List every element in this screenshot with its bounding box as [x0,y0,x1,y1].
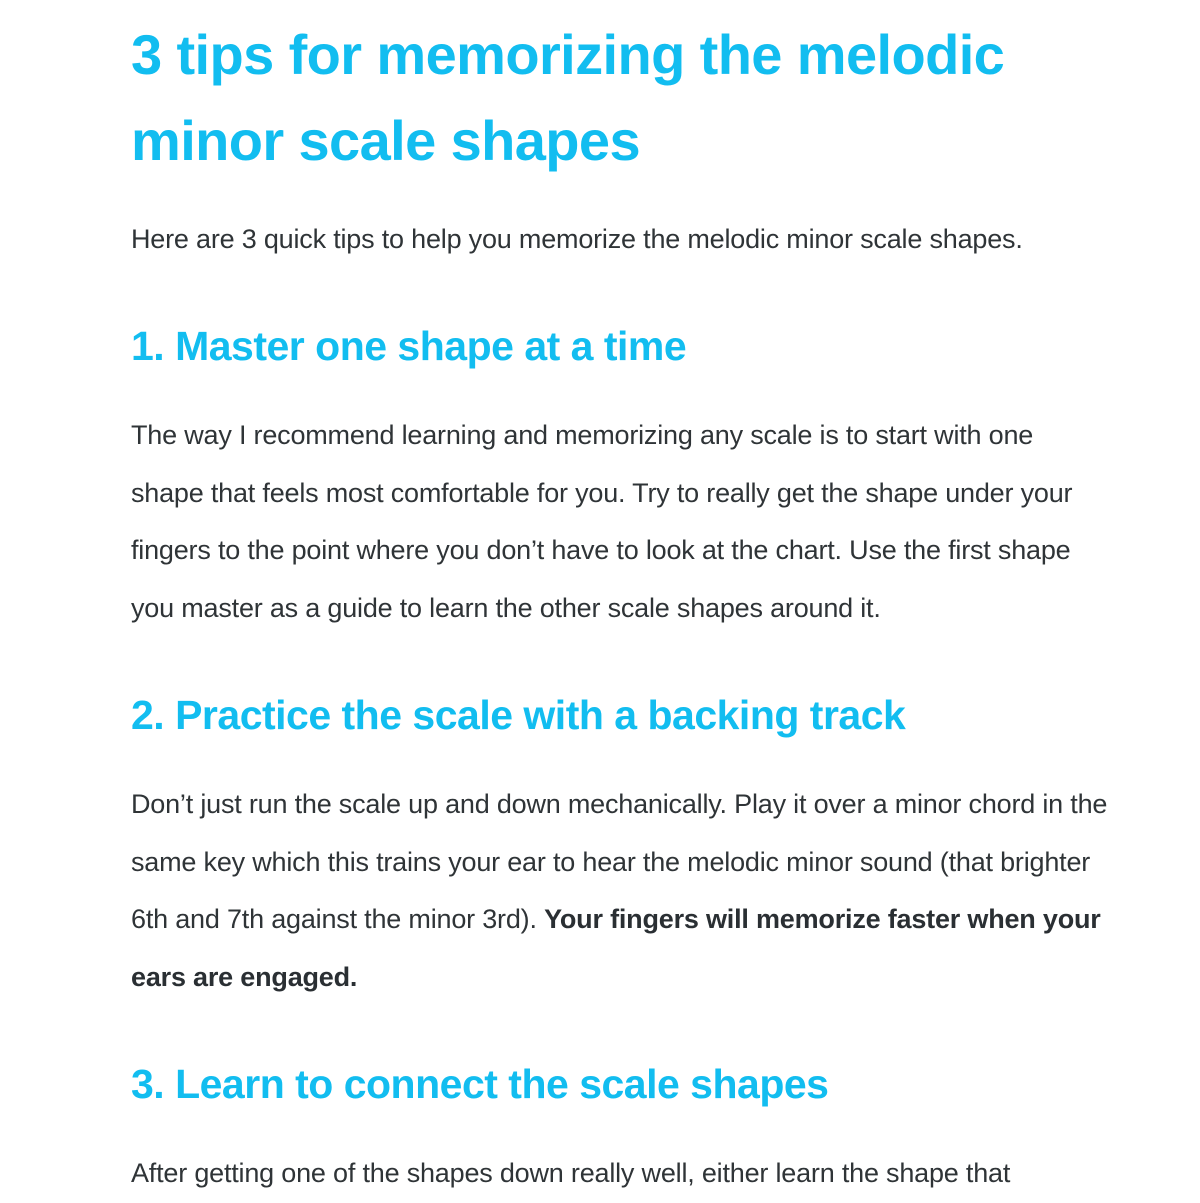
tip-2-heading: 2. Practice the scale with a backing track [131,692,906,738]
article-title: 3 tips for memorizing the melodic minor scale shapes [131,23,1005,172]
tip-3-paragraph: After getting one of the shapes down really well, either learn the shape that [131,1158,1011,1188]
tip-3-heading: 3. Learn to connect the scale shapes [131,1061,829,1107]
tip-1-heading: 1. Master one shape at a time [131,323,687,369]
tip-1-paragraph: The way I recommend learning and memorizing any scale is to start with one shape that feels most comfortable for you. Try to really get the shape under your fingers to the point where you don’t have to look at the chart. Use the first shape you master as a guide to learn the other scale shapes around it. [131,420,1073,623]
tip-2-bold-text: Your fingers will memorize faster when your ears are engaged. [131,904,1101,992]
intro-paragraph: Here are 3 quick tips to help you memorize the melodic minor scale shapes. [131,224,1023,254]
tip-2-text: Don’t just run the scale up and down mechanically. Play it over a minor chord in the same key which this trains your ear to hear the melodic minor sound (that brighter 6th and 7th against the minor 3rd). [131,789,1108,934]
tip-2-paragraph [131,776,1111,1006]
